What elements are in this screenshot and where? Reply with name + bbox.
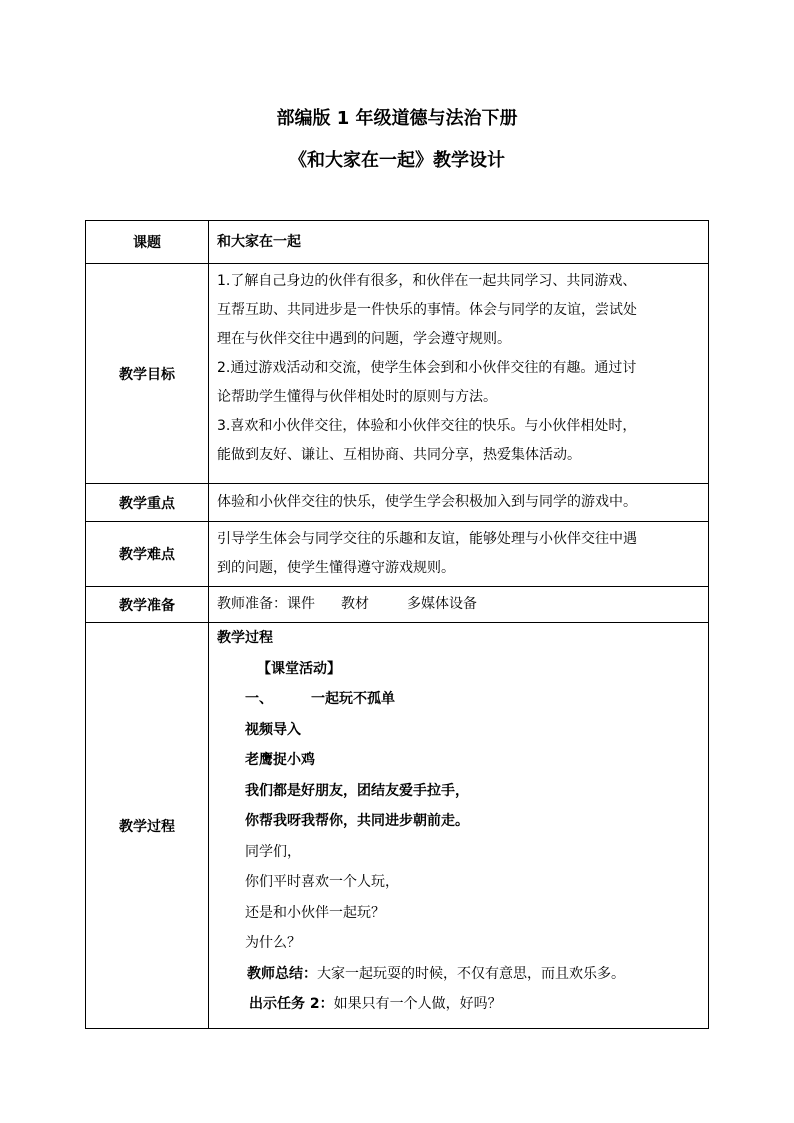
row-topic [86, 221, 709, 264]
row-goals [86, 264, 709, 484]
label-topic: 课题 [86, 221, 209, 264]
prep-item-multimedia: 多媒体设备 [407, 596, 477, 612]
goal-line: 2.通过游戏活动和交流，使学生体会到和小伙伴交往的有趣。通过讨 [217, 360, 637, 376]
question-line: 为什么？ [245, 935, 301, 951]
label-goals: 教学目标 [86, 264, 209, 484]
document-title: 部编版 1 年级道德与法治下册 [276, 108, 518, 129]
goal-line: 互帮互助、共同进步是一件快乐的事情。体会与同学的友谊，尝试处 [217, 302, 637, 318]
value-process [209, 623, 709, 1029]
row-preparation [86, 587, 709, 623]
question-line: 同学们， [245, 843, 301, 860]
activity-heading: 【课堂活动】 [257, 660, 341, 677]
process-heading: 教学过程 [217, 630, 273, 646]
goal-line: 1.了解自己身边的伙伴有很多，和伙伴在一起共同学习、共同游戏、 [217, 273, 637, 289]
label-preparation: 教学准备 [86, 587, 209, 623]
goal-line: 理在与伙伴交往中遇到的问题，学会遵守规则。 [217, 331, 511, 347]
value-topic: 和大家在一起 [217, 233, 301, 250]
label-process: 教学过程 [86, 623, 209, 1029]
question-line: 还是和小伙伴一起玩？ [245, 904, 385, 921]
section-heading: 一、 一起玩不孤单 [245, 691, 395, 707]
song-line: 我们都是好朋友，团结友爱手拉手， [245, 782, 469, 799]
goal-line: 能做到友好、谦让、互相协商、共同分享，热爱集体活动。 [217, 447, 581, 463]
task-2: 出示任务 2：如果只有一个人做，好吗？ [249, 996, 502, 1012]
teacher-summary: 教师总结：大家一起玩耍的时候，不仅有意思，而且欢乐多。 [247, 965, 625, 982]
goal-line: 3.喜欢和小伙伴交往，体验和小伙伴交往的快乐。与小伙伴相处时， [217, 418, 637, 434]
lesson-plan-table [85, 220, 709, 1029]
prep-prefix: 教师准备：课件 [217, 596, 315, 612]
label-difficulties: 教学难点 [86, 522, 209, 587]
value-goals [209, 264, 709, 484]
video-intro: 视频导入 [245, 721, 301, 738]
label-key-points: 教学重点 [86, 484, 209, 522]
goal-line: 论帮助学生懂得与伙伴相处时的原则与方法。 [217, 389, 497, 405]
song-line: 你帮我呀我帮你，共同进步朝前走。 [245, 813, 469, 829]
row-process [86, 623, 709, 1029]
value-preparation [209, 587, 709, 623]
value-difficulties [209, 522, 709, 587]
document-subtitle: 《和大家在一起》教学设计 [289, 150, 505, 171]
prep-item-materials: 教材 [341, 596, 369, 612]
row-difficulties [86, 522, 709, 587]
difficulty-line: 到的问题，使学生懂得遵守游戏规则。 [217, 560, 455, 576]
difficulty-line: 引导学生体会与同学交往的乐趣和友谊，能够处理与小伙伴交往中遇 [217, 531, 637, 547]
value-key-points: 体验和小伙伴交往的快乐，使学生学会积极加入到与同学的游戏中。 [217, 494, 637, 510]
game-name: 老鹰捉小鸡 [245, 752, 315, 768]
question-line: 你们平时喜欢一个人玩， [245, 874, 399, 890]
row-key-points [86, 484, 709, 522]
